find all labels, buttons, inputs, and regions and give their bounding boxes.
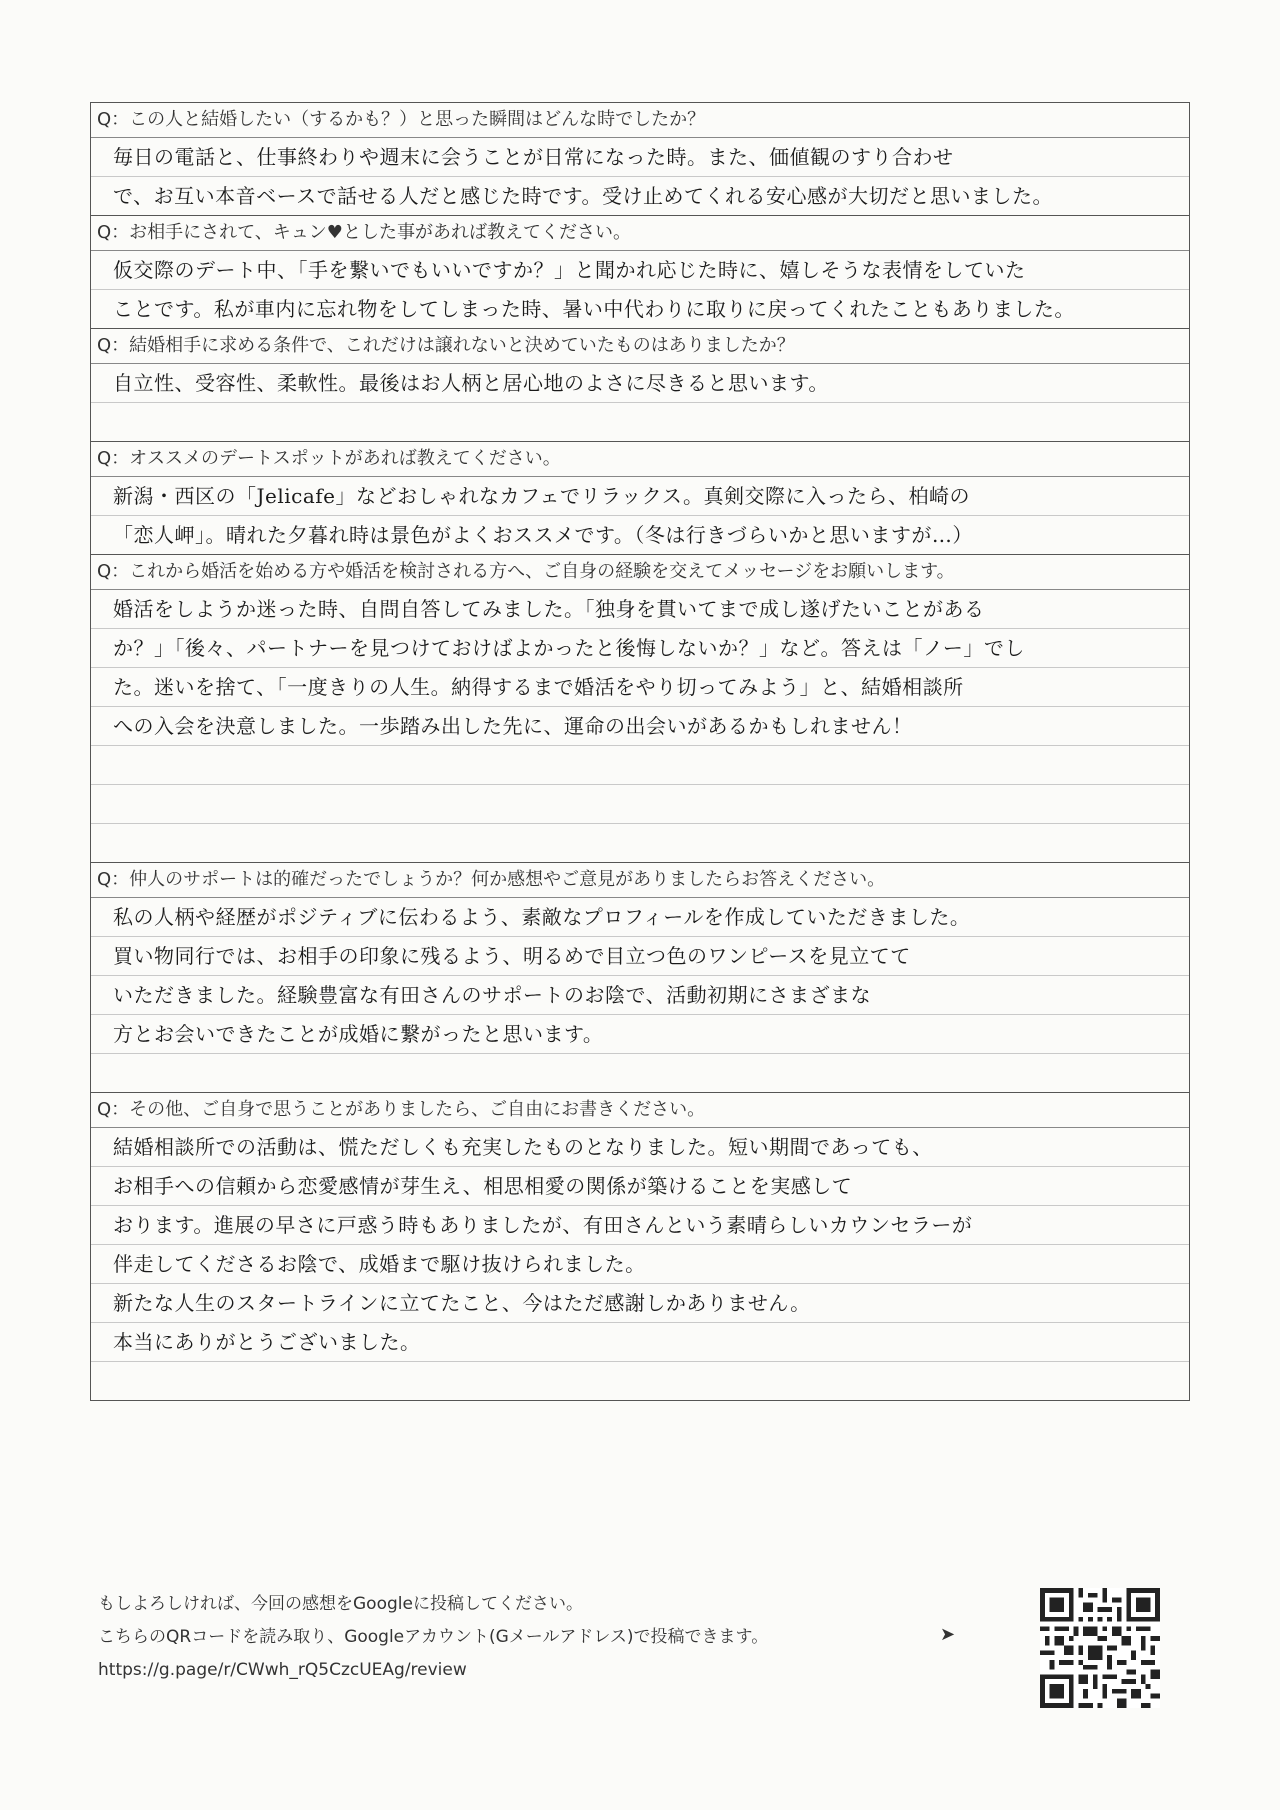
- question-label: Q：結婚相手に求める条件で、これだけは譲れないと決めていたものはありましたか？: [91, 329, 1189, 364]
- answer-line: ことです。私が車内に忘れ物をしてしまった時、暑い中代わりに取りに戻ってくれたこともありました。: [113, 297, 1075, 321]
- arrow-right-icon: ➤: [940, 1624, 956, 1645]
- answer-line: た。迷いを捨て、「一度きりの人生。納得するまで婚活をやり切ってみよう」と、結婚相談所: [91, 668, 1189, 707]
- footer-qr-instruction: こちらのQRコードを読み取り、Googleアカウント(Gメールアドレス)で投稿できます。: [98, 1627, 769, 1647]
- review-url-link[interactable]: https://g.page/r/CWwh_rQ5CzcUEAg/review: [98, 1660, 467, 1680]
- answer-line: [91, 785, 1189, 824]
- answer-line: お相手への信頼から恋愛感情が芽生え、相思相愛の関係が築けることを実感して: [91, 1167, 1189, 1206]
- answer-line: [91, 1054, 1189, 1092]
- question-label: Q：これから婚活を始める方や婚活を検討される方へ、ご自身の経験を交えてメッセージをお願いします。: [91, 555, 1189, 590]
- question-label: Q：その他、ご自身で思うことがありましたら、ご自由にお書きください。: [91, 1093, 1189, 1128]
- answer-line: 新潟・西区の「Jelicafe」などおしゃれなカフェでリラックス。真剣交際に入ったら、柏崎の: [91, 477, 1189, 516]
- answer-line: 婚活をしようか迷った時、自問自答してみました。「独身を貫いてまで成し遂げたいことがある: [91, 590, 1189, 629]
- answer-lines: [91, 1128, 1189, 1400]
- answer-line: [91, 403, 1189, 441]
- answer-lines: [91, 477, 1189, 554]
- answer-line: [91, 746, 1189, 785]
- footer-request-text: もしよろしければ、今回の感想をGoogleに投稿してください。: [98, 1594, 583, 1614]
- answer-line: いただきました。経験豊富な有田さんのサポートのお陰で、活動初期にさまざまな: [91, 976, 1189, 1015]
- answer-lines: [91, 898, 1189, 1092]
- answer-line: 私の人柄や経歴がポジティブに伝わるよう、素敵なプロフィールを作成していただきました。: [91, 898, 1189, 937]
- answer-line: 「恋人岬」。晴れた夕暮れ時は景色がよくおススメです。（冬は行きづらいかと思いますが…）: [113, 523, 973, 547]
- answer-lines: [91, 364, 1189, 441]
- answer-line: [91, 824, 1189, 862]
- answer-line: への入会を決意しました。一歩踏み出した先に、運命の出会いがあるかもしれません！: [91, 707, 1189, 746]
- answer-line: で、お互い本音ベースで話せる人だと感じた時です。受け止めてくれる安心感が大切だと思いました。: [113, 184, 1053, 208]
- questionnaire-sheet: [90, 102, 1190, 1401]
- answer-line: 方とお会いできたことが成婚に繋がったと思います。: [91, 1015, 1189, 1054]
- answer-lines: [91, 251, 1189, 328]
- answer-line: 結婚相談所での活動は、慌ただしくも充実したものとなりました。短い期間であっても、: [91, 1128, 1189, 1167]
- answer-line: 伴走してくださるお陰で、成婚まで駆け抜けられました。: [91, 1245, 1189, 1284]
- section-date-spot: [91, 441, 1189, 554]
- section-heart-moment: [91, 215, 1189, 328]
- answer-lines: [91, 138, 1189, 215]
- question-label: Q：この人と結婚したい（するかも？）と思った瞬間はどんな時でしたか？: [91, 103, 1189, 138]
- question-label: Q：仲人のサポートは的確だったでしょうか？何か感想やご意見がありましたらお答えください。: [91, 863, 1189, 898]
- section-message: [91, 554, 1189, 862]
- question-label: Q：お相手にされて、キュン♥とした事があれば教えてください。: [91, 216, 1189, 251]
- answer-line: 新たな人生のスタートラインに立てたこと、今はただ感謝しかありません。: [91, 1284, 1189, 1323]
- section-partner-conditions: [91, 328, 1189, 441]
- section-matchmaker-support: [91, 862, 1189, 1092]
- answer-lines: [91, 590, 1189, 862]
- answer-line: 自立性、受容性、柔軟性。最後はお人柄と居心地のよさに尽きると思います。: [91, 364, 1189, 403]
- google-review-footer: [98, 1588, 998, 1687]
- qr-code-icon[interactable]: [1040, 1588, 1160, 1708]
- section-other-comments: [91, 1092, 1189, 1400]
- answer-line: か？」「後々、パートナーを見つけておけばよかったと後悔しないか？」など。答えは「ノー」でし: [91, 629, 1189, 668]
- answer-line: おります。進展の早さに戸惑う時もありましたが、有田さんという素晴らしいカウンセラーが: [91, 1206, 1189, 1245]
- answer-line: 仮交際のデート中、「手を繋いでもいいですか？」と聞かれ応じた時に、嬉しそうな表情をしていた: [91, 251, 1189, 290]
- answer-line: 買い物同行では、お相手の印象に残るよう、明るめで目立つ色のワンピースを見立てて: [91, 937, 1189, 976]
- question-label: Q：オススメのデートスポットがあれば教えてください。: [91, 442, 1189, 477]
- answer-line: 本当にありがとうございました。: [91, 1323, 1189, 1362]
- section-marriage-moment: [91, 103, 1189, 215]
- answer-line: [91, 1362, 1189, 1400]
- answer-line: 毎日の電話と、仕事終わりや週末に会うことが日常になった時。また、価値観のすり合わせ: [91, 138, 1189, 177]
